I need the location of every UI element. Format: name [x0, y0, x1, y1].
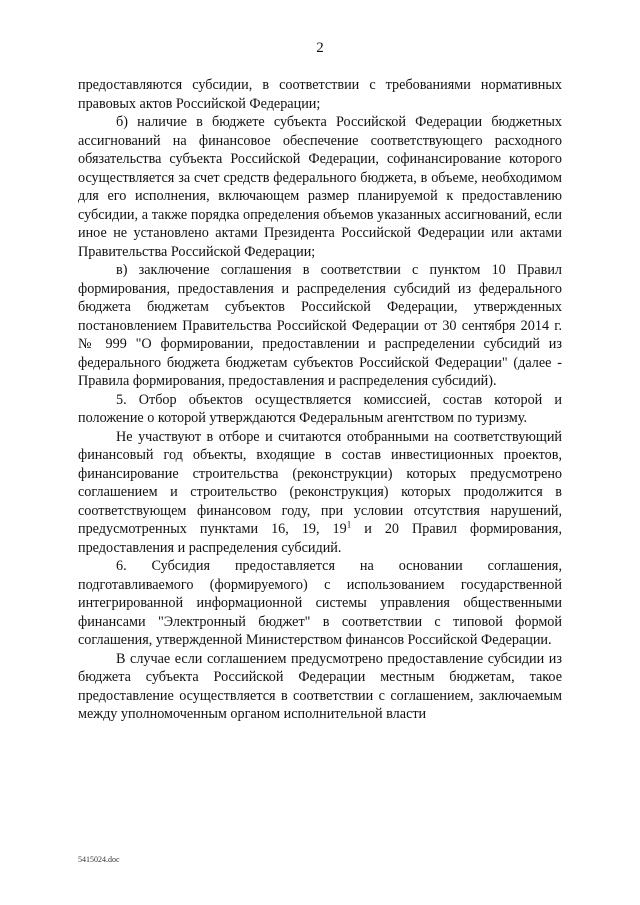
page-number: 2 — [316, 40, 324, 56]
paragraph-continuation: предоставляются субсидии, в соответствии с требованиями нормативных правовых актов Российской Федерации; — [78, 77, 562, 112]
document-body — [78, 76, 562, 724]
paragraph-text-after-sup: и 20 Правил формирования, предоставления и распределения субсидий. — [78, 521, 562, 556]
paragraph-not-participating — [78, 428, 562, 558]
paragraph-local-budgets: В случае если соглашением предусмотрено предоставление субсидии из бюджета субъекта Российской Федерации местным бюджетам, такое предоставление осуществляется в соответствии с соглашением, заключаемым между уполномоченным органом исполнительной власти — [78, 650, 562, 722]
paragraph-clause-6: 6. Субсидия предоставляется на основании соглашения, подготавливаемого (формируемого) с использованием государственной интегрированной информационной системы управления общественными финансами "Электронный бюджет" в соответствии с типовой формой соглашения, утвержденной Министерством финансов Российской Федерации. — [78, 558, 562, 648]
superscript-mark: 1 — [346, 519, 352, 530]
paragraph-text-before-sup: Не участвуют в отборе и считаются отобранными на соответствующий финансовый год объекты, входящие в состав инвестиционных проектов, финансирование строительства (реконструкции) которых предусмотрено соглашением и строительство (реконструкция) которых продолжится в соответствующем финансовом году, при условии отсутствия нарушений, предусмотренных пунктами 16, 19, 19 — [78, 428, 562, 537]
paragraph-item-v: в) заключение соглашения в соответствии с пунктом 10 Правил формирования, предоставления и распределения субсидий из федерального бюджета бюджетам субъектов Российской Федерации, утвержденных постановлением Правительства Российской Федерации от 30 сентября 2014 г. № 999 "О формировании, предоставлении и распределении субсидий из федерального бюджета бюджетам субъектов Российской Федерации" (далее - Правила формирования, предоставления и распределения субсидий). — [78, 262, 562, 389]
paragraph-item-b: б) наличие в бюджете субъекта Российской Федерации бюджетных ассигнований на финансовое обеспечение соответствующего расходного обязательства субъекта Российской Федерации, софинансирование которого осуществляется за счет средств федерального бюджета, в объеме, необходимом для его исполнения, включающем размер планируемой к предоставлению субсидии, а также порядка определения объемов указанных ассигнований, если иное не установлено актами Президента Российской Федерации или актами Правительства Российской Федерации; — [78, 114, 562, 260]
paragraph-clause-5: 5. Отбор объектов осуществляется комиссией, состав которой и положение о которой утверждаются Федеральным агентством по туризму. — [78, 391, 562, 426]
file-footer: 5415024.doc — [78, 855, 120, 864]
